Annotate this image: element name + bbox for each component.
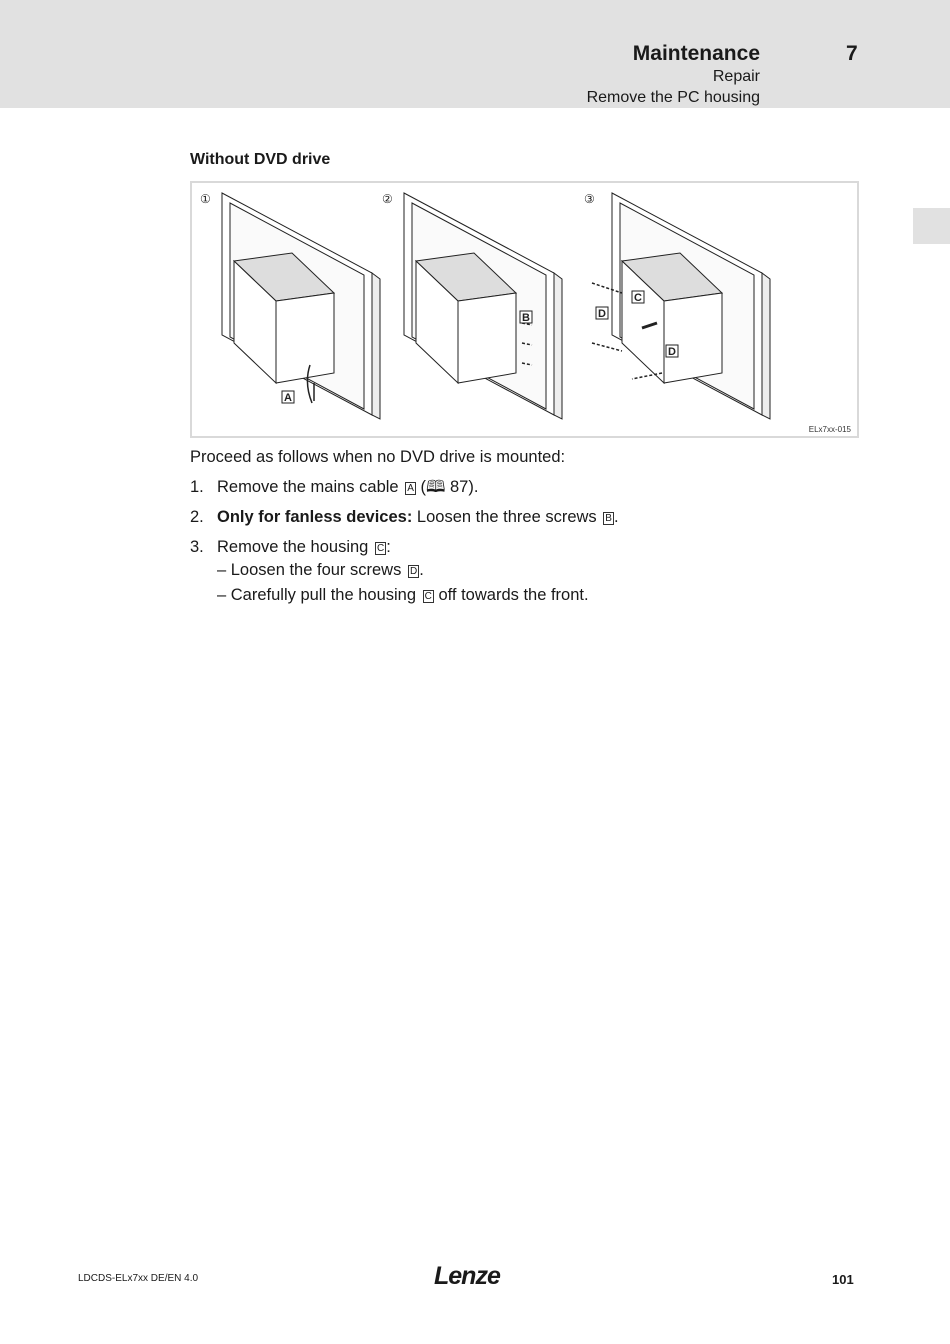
lenze-logo: Lenze: [434, 1262, 500, 1290]
panel-1-drawing: [222, 193, 380, 419]
intro-text: Proceed as follows when no DVD drive is mounted:: [190, 448, 566, 466]
substep-1: [217, 561, 424, 580]
chapter-title: Maintenance: [632, 42, 760, 65]
footer-doc-id: LDCDS-ELx7xx DE/EN 4.0: [78, 1273, 199, 1284]
step-text: Remove the mains cable: [217, 478, 399, 496]
step-number: 2.: [190, 508, 204, 526]
page-number: 101: [832, 1272, 854, 1287]
step-bold: Only for fanless devices:: [217, 508, 413, 526]
step-label-3: ③: [584, 192, 595, 206]
step-3: [190, 536, 391, 558]
substep-text: – Carefully pull the housing: [217, 586, 417, 604]
section-heading: Without DVD drive: [190, 151, 331, 168]
step-number: 3.: [190, 538, 204, 556]
step-after: :: [386, 538, 391, 556]
step-text: Remove the housing: [217, 538, 369, 556]
step-after: (🕮 87).: [415, 478, 479, 496]
callout-d-1: D: [598, 308, 606, 320]
step-2: [190, 506, 619, 528]
key-badge: A: [407, 483, 414, 494]
step-after: .: [613, 508, 619, 526]
key-badge: D: [409, 566, 418, 577]
illustration-figure: [190, 181, 859, 438]
panel-2-drawing: [404, 193, 562, 419]
panel-3-drawing: [612, 193, 770, 419]
step-label-1: ①: [200, 192, 211, 206]
section-subtitle: Repair: [712, 68, 760, 85]
key-badge: B: [605, 513, 612, 524]
step-label-2: ②: [382, 192, 393, 206]
chapter-side-tab: [913, 208, 950, 244]
step-text: Loosen the three screws: [412, 508, 597, 526]
substep-2: [217, 586, 589, 605]
key-badge: C: [376, 543, 385, 554]
substep-after: .: [419, 561, 424, 579]
section-subtitle-2: Remove the PC housing: [586, 89, 760, 106]
housing-removal-illustration: [192, 183, 857, 436]
callout-d-2: D: [668, 346, 676, 358]
step-1: [190, 476, 478, 498]
callout-c: C: [634, 292, 642, 304]
key-badge: C: [424, 591, 432, 602]
figure-code: ELx7xx-015: [808, 425, 851, 434]
callout-a: A: [284, 392, 292, 404]
substep-text: – Loosen the four screws: [217, 561, 402, 579]
chapter-number: 7: [846, 42, 858, 65]
callout-b: B: [522, 312, 530, 324]
header-band: [0, 0, 950, 108]
substep-after: off towards the front.: [433, 586, 589, 604]
step-number: 1.: [190, 478, 204, 496]
